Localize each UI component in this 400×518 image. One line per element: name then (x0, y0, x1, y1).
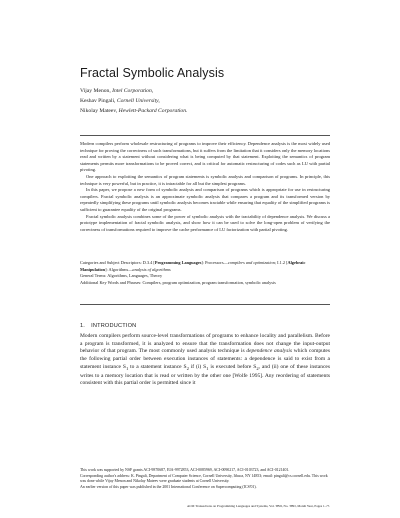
author-affiliation: Intel Corporation, (112, 88, 154, 94)
footnote: An earlier version of this paper was published in the 2001 International Conference on Supercomputing (ICS'01). (80, 484, 257, 489)
introduction-text: Modern compilers perform source-level transformations of programs to enhance locality and parallelism. Before a program is transformed, it is analyzed to ensure that the transformation does not change the input-output behavior of that program. The most commonly used analysis technique is dependence analysis which computes the following partial order between execution instances of statements: a dependence is said to exist from a statement instance $S_1$ to a statement instance $S_2$ if (i) $S_1$ is executed before $S_2$, and (ii) one of these instances writes to a memory location that is read or written by the other one [Wolfe 1995]. Any reordering of statements consistent with this partial order is permitted since it (80, 333, 330, 387)
author-list (80, 86, 187, 116)
abstract-paragraph: In this paper, we propose a new form of symbolic analysis and comparison of programs which is appropriate for use in restructuring compilers. Fractal symbolic analysis is an approximate symbolic analysis that compares a program and its transformed version by repeatedly simplifying these programs until symbolic analysis becomes tractable while ensuring that equality of the simplified programs is sufficient to guarantee equality of the original programs. (80, 187, 330, 212)
abstract (80, 141, 330, 233)
categories: Categories and Subject Descriptors: D.3.4 [Programming Languages]: Processors—compilers and optimization; I.1.2 [Algebraic Manipulation]: Algorithms—analysis of algorithms (80, 260, 306, 272)
author-line (80, 96, 187, 106)
author-name: Nikolay Mateev, (80, 108, 118, 114)
bottom-divider (80, 304, 330, 305)
journal-footer: ACM Transactions on Programming Languages and Systems, Vol. TBD, No. TBD, Month Year, Pages 1–??. (186, 504, 330, 508)
author-name: Vijay Menon, (80, 88, 111, 94)
keywords: Additional Key Words and Phrases: Compilers, program optimization, program transformation, symbolic analysis (80, 279, 276, 285)
footnote: Corresponding author's address: K. Pingali, Department of Computer Science, Cornell University, Ithaca, NY 14853; email: pingali@cs.cornell.edu. This work was done while Vijay Menon and Nikolay Mateev were graduate students at Cornell University. (80, 473, 328, 483)
footnotes (80, 468, 330, 490)
paper-title: Fractal Symbolic Analysis (80, 66, 225, 80)
abstract-paragraph: Fractal symbolic analysis combines some of the power of symbolic analysis with the tractability of dependence analysis. We discuss a prototype implementation of fractal symbolic analysis, and show how it can be used to solve the long-open problem of verifying the correctness of transformations required to improve the cache performance of LU factorization with partial pivoting. (80, 213, 330, 232)
paper-metadata (80, 260, 330, 286)
footnote: This work was supported by NSF grants ACI-9870687, EIA-9972853, ACI-0085969, ACI-0090217, ACI-0103723, and ACI-0121401. (80, 468, 290, 472)
author-affiliation: Hewlett-Packard Corporation. (118, 108, 188, 114)
section-heading (80, 323, 136, 329)
author-line (80, 106, 187, 116)
author-name: Keshav Pingali, (80, 98, 116, 104)
section-number: 1. (80, 323, 86, 329)
top-divider (80, 135, 330, 136)
abstract-paragraph: Modern compilers perform wholesale restructuring of programs to improve their efficiency. Dependence analysis is the most widely used technique for proving the correctness of such transformations, but it suffers from the limitation that it considers only the memory locations read and written by a statement without considering what is being computed by that statement. Exploiting the semantics of program statements permits more transformations to be proved correct, and is critical for automatic restructuring of codes such as LU with partial pivoting. (80, 141, 330, 173)
general-terms: General Terms: Algorithms, Languages, Theory (80, 273, 163, 278)
author-line (80, 86, 187, 96)
abstract-paragraph: One approach to exploiting the semantics of program statements is symbolic analysis and comparison of programs. In principle, this technique is very powerful, but in practice, it is intractable for all but the simplest programs. (80, 173, 330, 186)
author-affiliation: Cornell University, (116, 98, 160, 104)
section-title: INTRODUCTION (91, 323, 137, 329)
